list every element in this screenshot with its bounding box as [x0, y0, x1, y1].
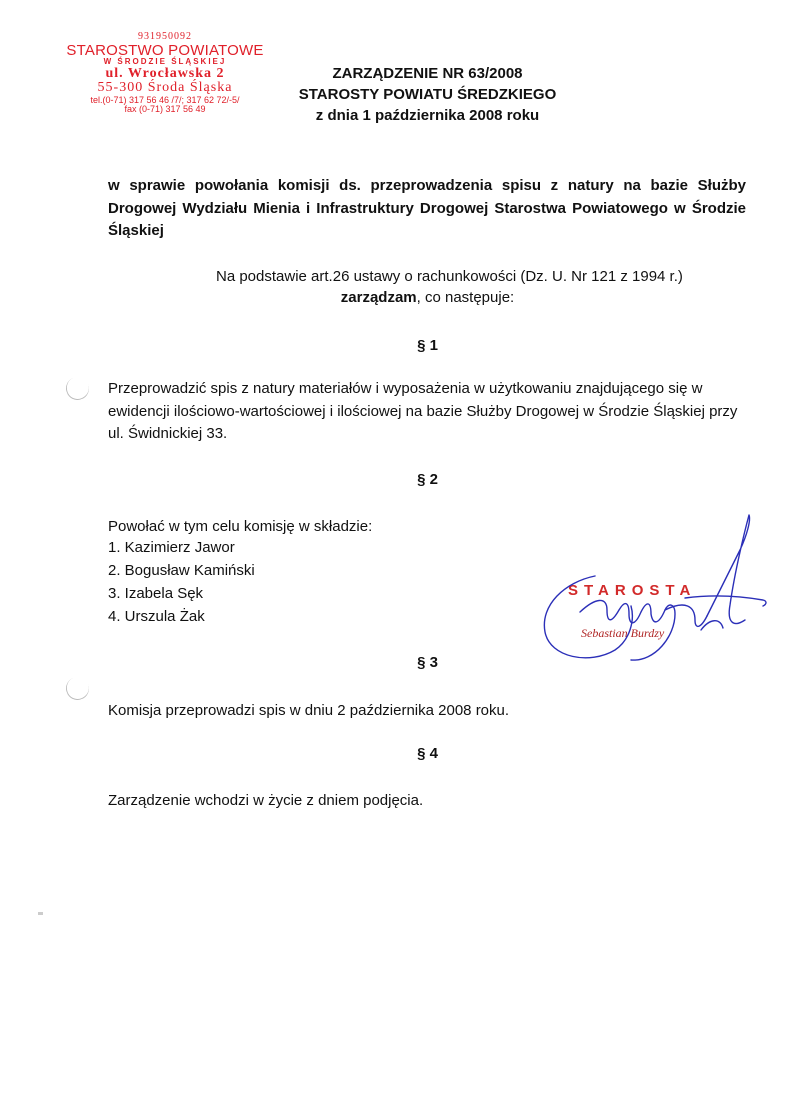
section-2-heading: § 2 [417, 471, 438, 488]
order-verb: zarządzam [340, 289, 417, 306]
section-3-heading: § 3 [417, 654, 438, 671]
section-4-heading: § 4 [417, 745, 438, 762]
stamp-office-name: STAROSTWO POWIATOWE [66, 41, 264, 59]
document-number: ZARZĄDZENIE NR 63/2008 [332, 65, 523, 82]
stamp-street: ul. Wrocławska 2 [105, 65, 225, 81]
member-item: 4. Urszula Żak [108, 608, 205, 625]
order-line [0, 289, 800, 306]
document-date: z dnia 1 października 2008 roku [315, 107, 540, 124]
signature-title: STAROSTA [568, 582, 697, 599]
punch-hole-mark [63, 674, 92, 703]
punch-hole-mark [63, 374, 92, 403]
signature-stamp [535, 510, 800, 670]
handwritten-signature [535, 510, 800, 670]
stamp-phone: tel.(0-71) 317 56 46 /7/; 317 62 72/-5/ [90, 95, 240, 106]
document-header [200, 63, 655, 126]
section-1-text: Przeprowadzić spis z natury materiałów i wyposażenia w użytkowaniu znajdującego się w ewidencji ilościowo-wartościowej i ilościowej na bazie Służby Drogowej w Środzie Śląskiej przy ul. Świdnickiej 33. [108, 380, 738, 442]
member-item: 1. Kazimierz Jawor [108, 539, 235, 556]
order-rest: , co następuje: [416, 289, 515, 306]
stamp-nip: 931950092 [138, 31, 192, 42]
stamp-town-line: W ŚRODZIE ŚLĄSKIEJ [103, 57, 227, 67]
scan-speck [38, 912, 43, 915]
legal-basis: Na podstawie art.26 ustawy o rachunkowości (Dz. U. Nr 121 z 1994 r.) [216, 268, 683, 285]
section-4-text: Zarządzenie wchodzi w życie z dniem podjęcia. [108, 792, 424, 809]
stamp-fax: fax (0-71) 317 56 49 [124, 104, 206, 115]
section-3-text: Komisja przeprowadzi spis w dniu 2 października 2008 roku. [108, 702, 510, 719]
section-1-heading: § 1 [417, 337, 438, 354]
member-item: 2. Bogusław Kamiński [108, 562, 255, 579]
document-subject: w sprawie powołania komisji ds. przeprowadzenia spisu z natury na bazie Służby Drogowej Wydziału Mienia i Infrastruktury Drogowej Starostwa Powiatowego w Środzie Śląskiej [108, 177, 746, 239]
stamp-postal: 55-300 Środa Śląska [97, 80, 233, 96]
signature-name: Sebastian Burdzy [581, 626, 665, 640]
member-item: 3. Izabela Sęk [108, 585, 204, 602]
commission-members [108, 536, 255, 628]
document-issuer: STAROSTY POWIATU ŚREDZKIEGO [298, 86, 557, 103]
section-2-text: Powołać w tym celu komisję w składzie: [108, 518, 373, 535]
